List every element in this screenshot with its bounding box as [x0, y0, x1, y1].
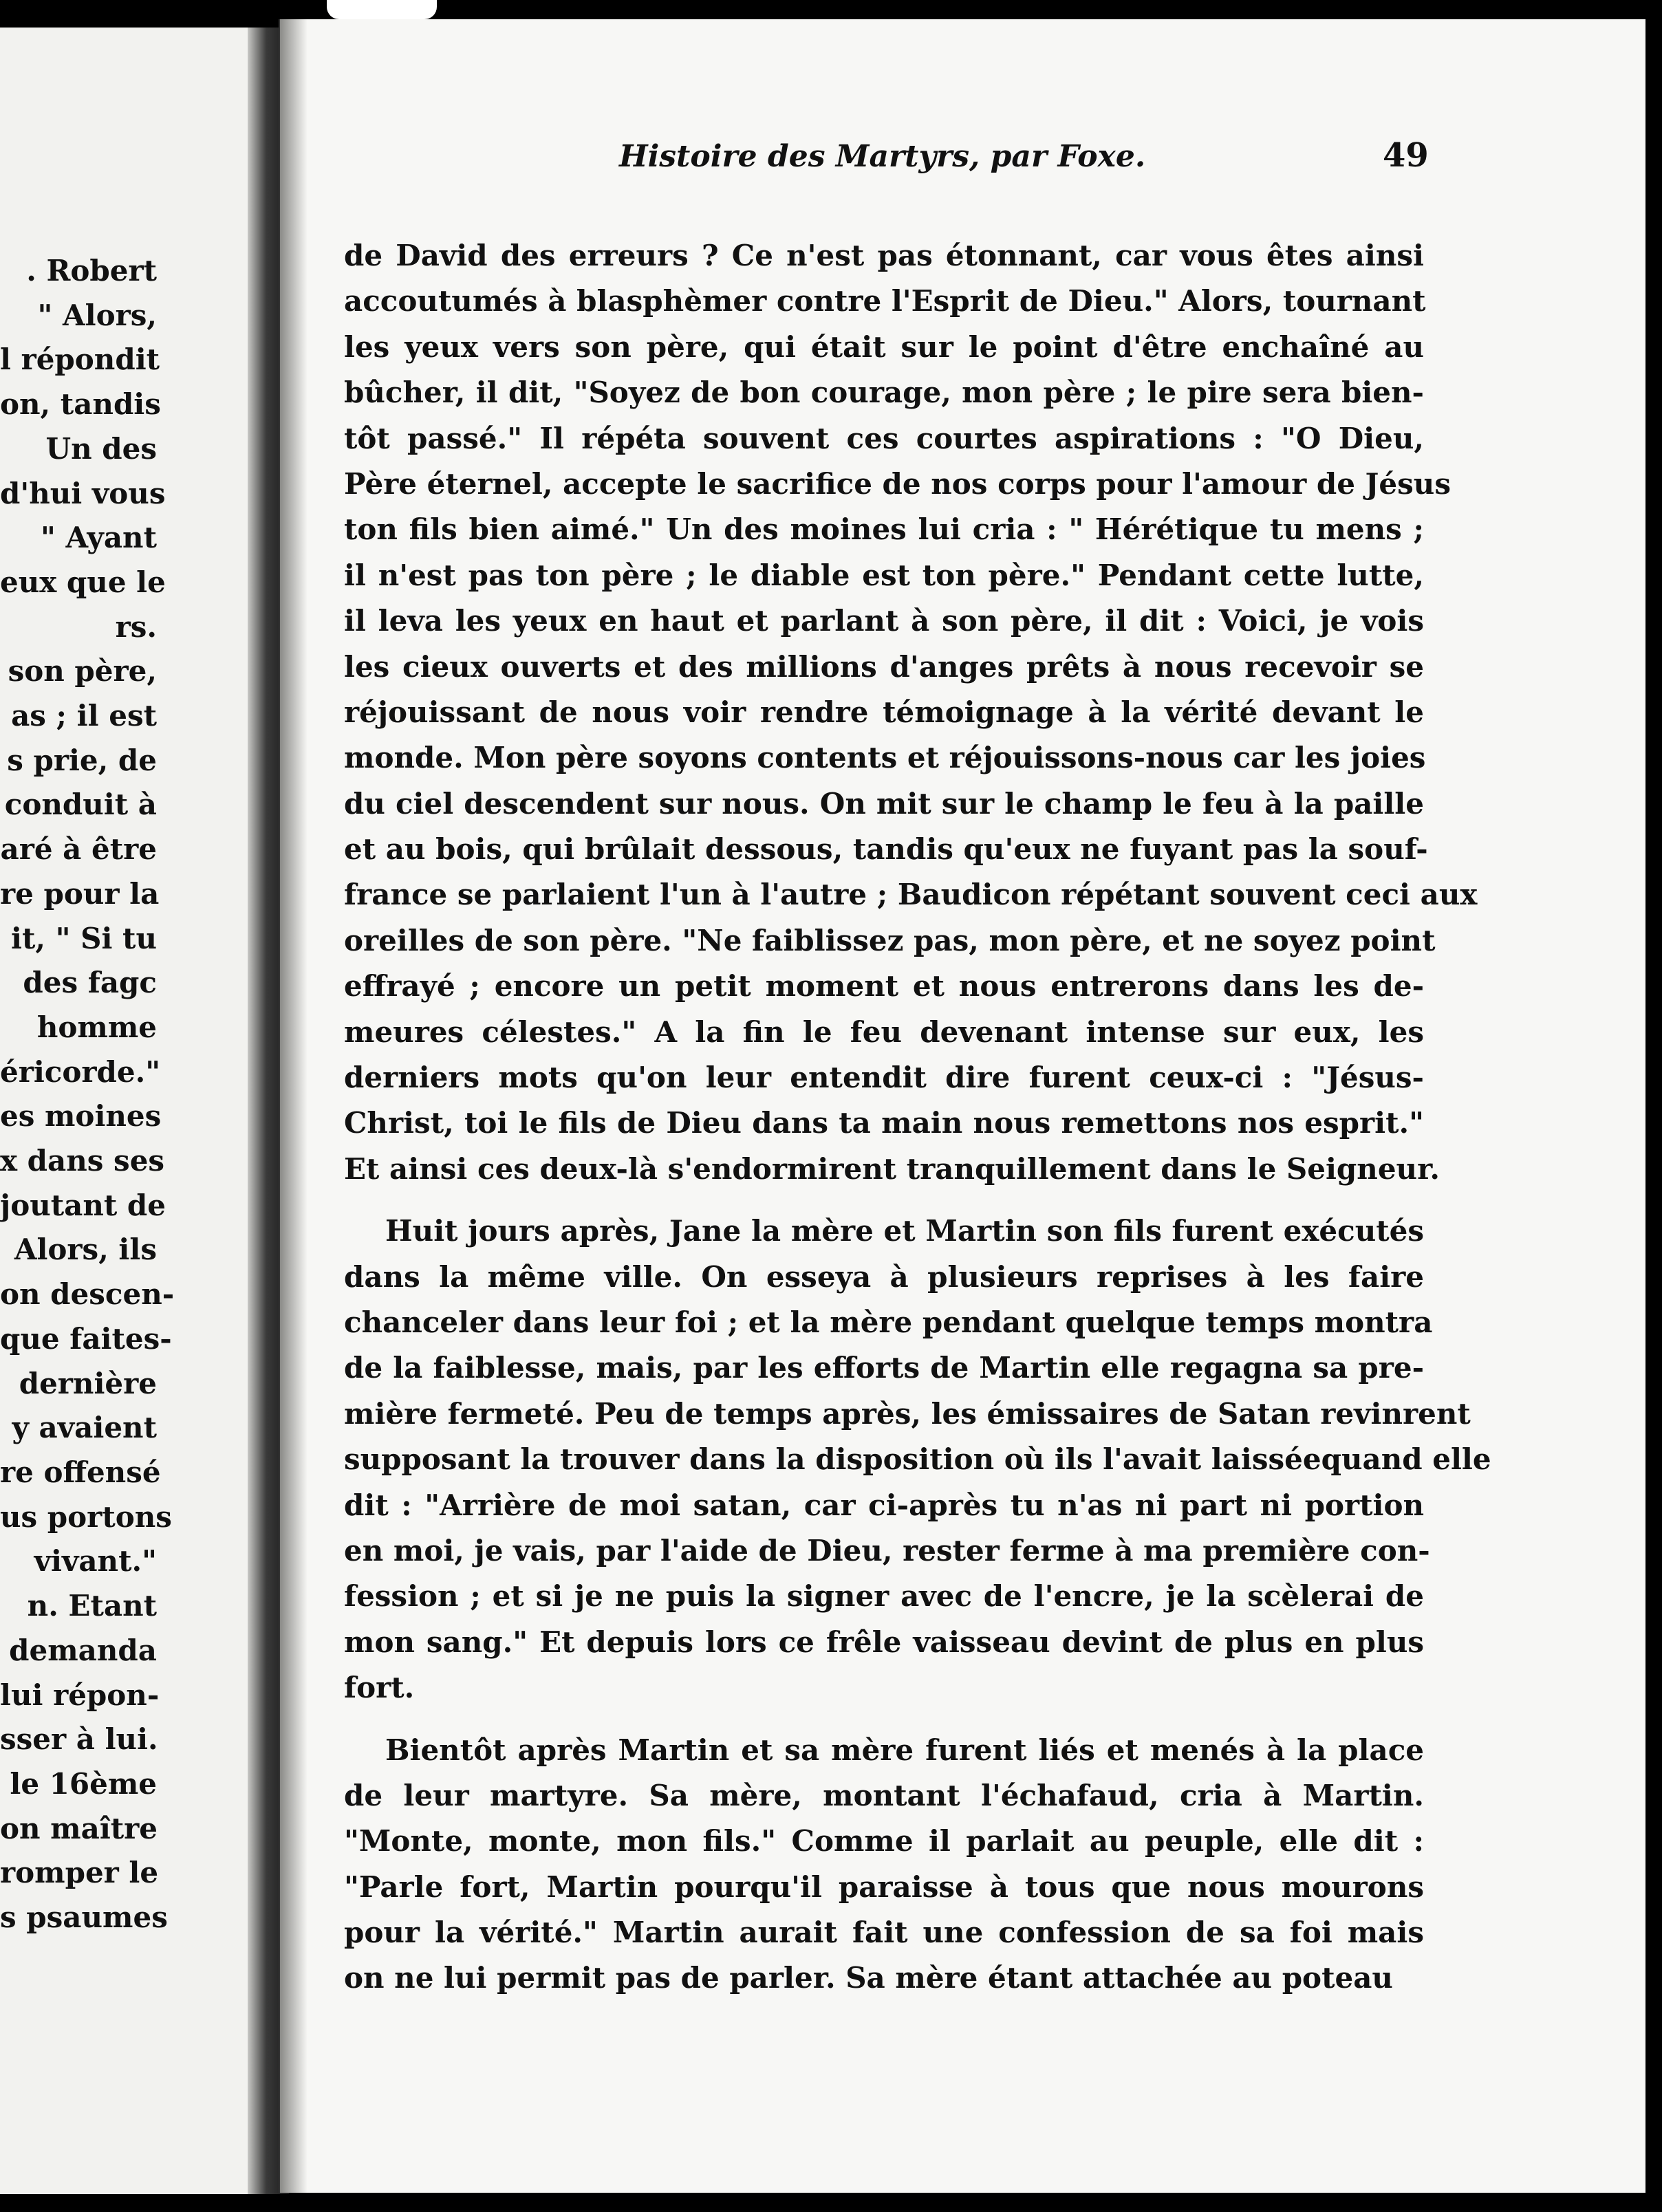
- facing-page-line: Alors, ils: [14, 1233, 157, 1267]
- facing-page-line: éricorde.": [0, 1054, 161, 1089]
- text-line: et au bois, qui brûlait dessous, tandis qu'eux ne fuyant pas la souf-: [344, 832, 1428, 867]
- text-line: Père éternel, accepte le sacrifice de nos corps pour l'amour de Jésus: [344, 466, 1451, 501]
- text-line: il n'est pas ton père ; le diable est ton père." Pendant cette lutte,: [344, 558, 1424, 592]
- text-line: Huit jours après, Jane la mère et Martin son fils furent exécutés: [385, 1214, 1424, 1248]
- facing-page-line: s psaumes: [0, 1900, 168, 1935]
- text-line: réjouissant de nous voir rendre témoignage à la vérité devant le: [344, 695, 1424, 729]
- body-text: [344, 233, 1491, 2002]
- text-line: Et ainsi ces deux-là s'endormirent tranquillement dans le Seigneur.: [344, 1151, 1440, 1186]
- facing-page-line: Un des: [45, 431, 157, 466]
- facing-page-line: " Alors,: [37, 298, 157, 332]
- facing-page-line: . Robert: [26, 254, 157, 288]
- text-line: chanceler dans leur foi ; et la mère pendant quelque temps montra: [344, 1305, 1433, 1339]
- text-line: de la faiblesse, mais, par les efforts de Martin elle regagna sa pre-: [344, 1351, 1424, 1385]
- text-line: france se parlaient l'un à l'autre ; Baudicon répétant souvent ceci aux: [344, 878, 1478, 912]
- paragraph: [344, 1728, 1424, 2002]
- paragraph: [344, 1208, 1491, 1711]
- text-line: de David des erreurs ? Ce n'est pas étonnant, car vous êtes ainsi: [344, 239, 1424, 272]
- text-line: tôt passé." Il répéta souvent ces courtes aspirations : "O Dieu,: [344, 421, 1424, 455]
- facing-page-line: des fagc: [23, 966, 157, 1000]
- text-line: bûcher, il dit, "Soyez de bon courage, mon père ; le pire sera bien-: [344, 376, 1424, 410]
- text-line: Christ, toi le fils de Dieu dans ta main nous remettons nos esprit.": [344, 1106, 1424, 1140]
- facing-page-line: re pour la: [0, 876, 160, 911]
- paragraph: [344, 233, 1478, 1192]
- facing-page-line: n. Etant: [27, 1589, 157, 1623]
- facing-page-line: on, tandis: [0, 387, 161, 422]
- facing-page-line: dernière: [19, 1366, 157, 1400]
- facing-page-line: re offensé: [0, 1455, 161, 1489]
- page-number: 49: [1383, 136, 1429, 175]
- paragraph-gap: [344, 1711, 1424, 1728]
- facing-page-line: homme: [36, 1010, 157, 1044]
- facing-page-line: lui répon-: [0, 1678, 160, 1712]
- facing-page-line: romper le: [0, 1856, 159, 1890]
- text-line: fort.: [344, 1671, 415, 1705]
- paragraph-gap: [344, 1192, 1424, 1208]
- facing-page-line: us portons: [0, 1499, 172, 1534]
- facing-page-line: it, " Si tu: [11, 921, 157, 955]
- facing-page-line: demanda: [9, 1633, 157, 1667]
- text-line: dit : "Arrière de moi satan, car ci-après tu n'as ni part ni portion: [344, 1488, 1424, 1522]
- text-line: dans la même ville. On esseya à plusieurs reprises à les faire: [344, 1259, 1424, 1294]
- text-line: du ciel descendent sur nous. On mit sur le champ le feu à la paille: [344, 786, 1424, 821]
- text-line: il leva les yeux en haut et parlant à son père, il dit : Voici, je vois: [344, 604, 1424, 638]
- facing-page-line: on maître: [0, 1811, 158, 1845]
- text-line: mon sang." Et depuis lors ce frêle vaisseau devint de plus en plus: [344, 1625, 1424, 1659]
- facing-page-line: joutant de: [0, 1188, 166, 1222]
- running-header: [330, 136, 1431, 187]
- text-line: monde. Mon père soyons contents et réjouissons-nous car les joies: [344, 741, 1426, 775]
- facing-page-line: es moines: [0, 1099, 162, 1134]
- facing-page-line: " Ayant: [41, 521, 157, 555]
- text-line: les yeux vers son père, qui était sur le point d'être enchaîné au: [344, 329, 1424, 364]
- text-line: en moi, je vais, par l'aide de Dieu, rester ferme à ma première con-: [344, 1533, 1430, 1568]
- facing-page-line: le 16ème: [10, 1766, 157, 1801]
- text-line: on ne lui permit pas de parler. Sa mère étant attachée au poteau: [344, 1961, 1393, 1995]
- running-title: Histoire des Martyrs, par Foxe.: [619, 139, 1146, 174]
- facing-page-line: d'hui vous: [0, 476, 166, 510]
- facing-page-line: s prie, de: [7, 743, 157, 777]
- facing-page-left: [0, 28, 267, 2194]
- facing-page-line: eux que le: [0, 565, 166, 599]
- gutter-shadow: [280, 19, 307, 2193]
- facing-page-line: son père,: [8, 654, 157, 688]
- text-line: meures célestes." A la fin le feu devenant intense sur eux, les: [344, 1015, 1424, 1049]
- text-line: derniers mots qu'on leur entendit dire furent ceux-ci : "Jésus-: [344, 1061, 1424, 1095]
- text-line: les cieux ouverts et des millions d'anges prêts à nous recevoir se: [344, 649, 1424, 684]
- facing-page-line: l répondit: [0, 343, 160, 377]
- facing-page-line: conduit à: [4, 788, 157, 822]
- facing-page-line: aré à être: [0, 832, 157, 867]
- text-line: accoutumés à blasphèmer contre l'Esprit de Dieu." Alors, tournant: [344, 284, 1426, 318]
- facing-page-text: [0, 249, 175, 1940]
- facing-page-line: as ; il est: [11, 699, 157, 733]
- text-line: oreilles de son père. "Ne faiblissez pas, mon père, et ne soyez point: [344, 923, 1436, 957]
- text-line: pour la vérité." Martin aurait fait une confession de sa foi mais: [344, 1916, 1424, 1950]
- text-line: "Monte, monte, mon fils." Comme il parlait au peuple, elle dit :: [344, 1824, 1424, 1858]
- text-line: fession ; et si je ne puis la signer avec de l'encre, je la scèlerai de: [344, 1579, 1424, 1614]
- text-line: mière fermeté. Peu de temps après, les émissaires de Satan revinrent: [344, 1396, 1471, 1431]
- text-line: supposant la trouver dans la disposition où ils l'avait laisséequand elle: [344, 1442, 1491, 1477]
- facing-page-line: vivant.": [34, 1544, 157, 1579]
- facing-page-line: que faites-: [0, 1321, 172, 1356]
- text-line: Bientôt après Martin et sa mère furent liés et menés à la place: [385, 1733, 1424, 1767]
- text-line: "Parle fort, Martin pourqu'il paraisse à tous que nous mourons: [344, 1869, 1424, 1904]
- facing-page-line: sser à lui.: [0, 1722, 158, 1757]
- facing-page-line: x dans ses: [0, 1144, 165, 1178]
- text-line: effrayé ; encore un petit moment et nous entrerons dans les de-: [344, 969, 1424, 1004]
- text-line: ton fils bien aimé." Un des moines lui cria : " Hérétique tu mens ;: [344, 512, 1424, 547]
- facing-page-line: rs.: [115, 609, 157, 644]
- facing-page-line: y avaient: [12, 1411, 157, 1445]
- text-line: de leur martyre. Sa mère, montant l'échafaud, cria à Martin.: [344, 1778, 1424, 1812]
- facing-page-line: on descen-: [0, 1277, 175, 1312]
- scan-notch: [327, 0, 437, 19]
